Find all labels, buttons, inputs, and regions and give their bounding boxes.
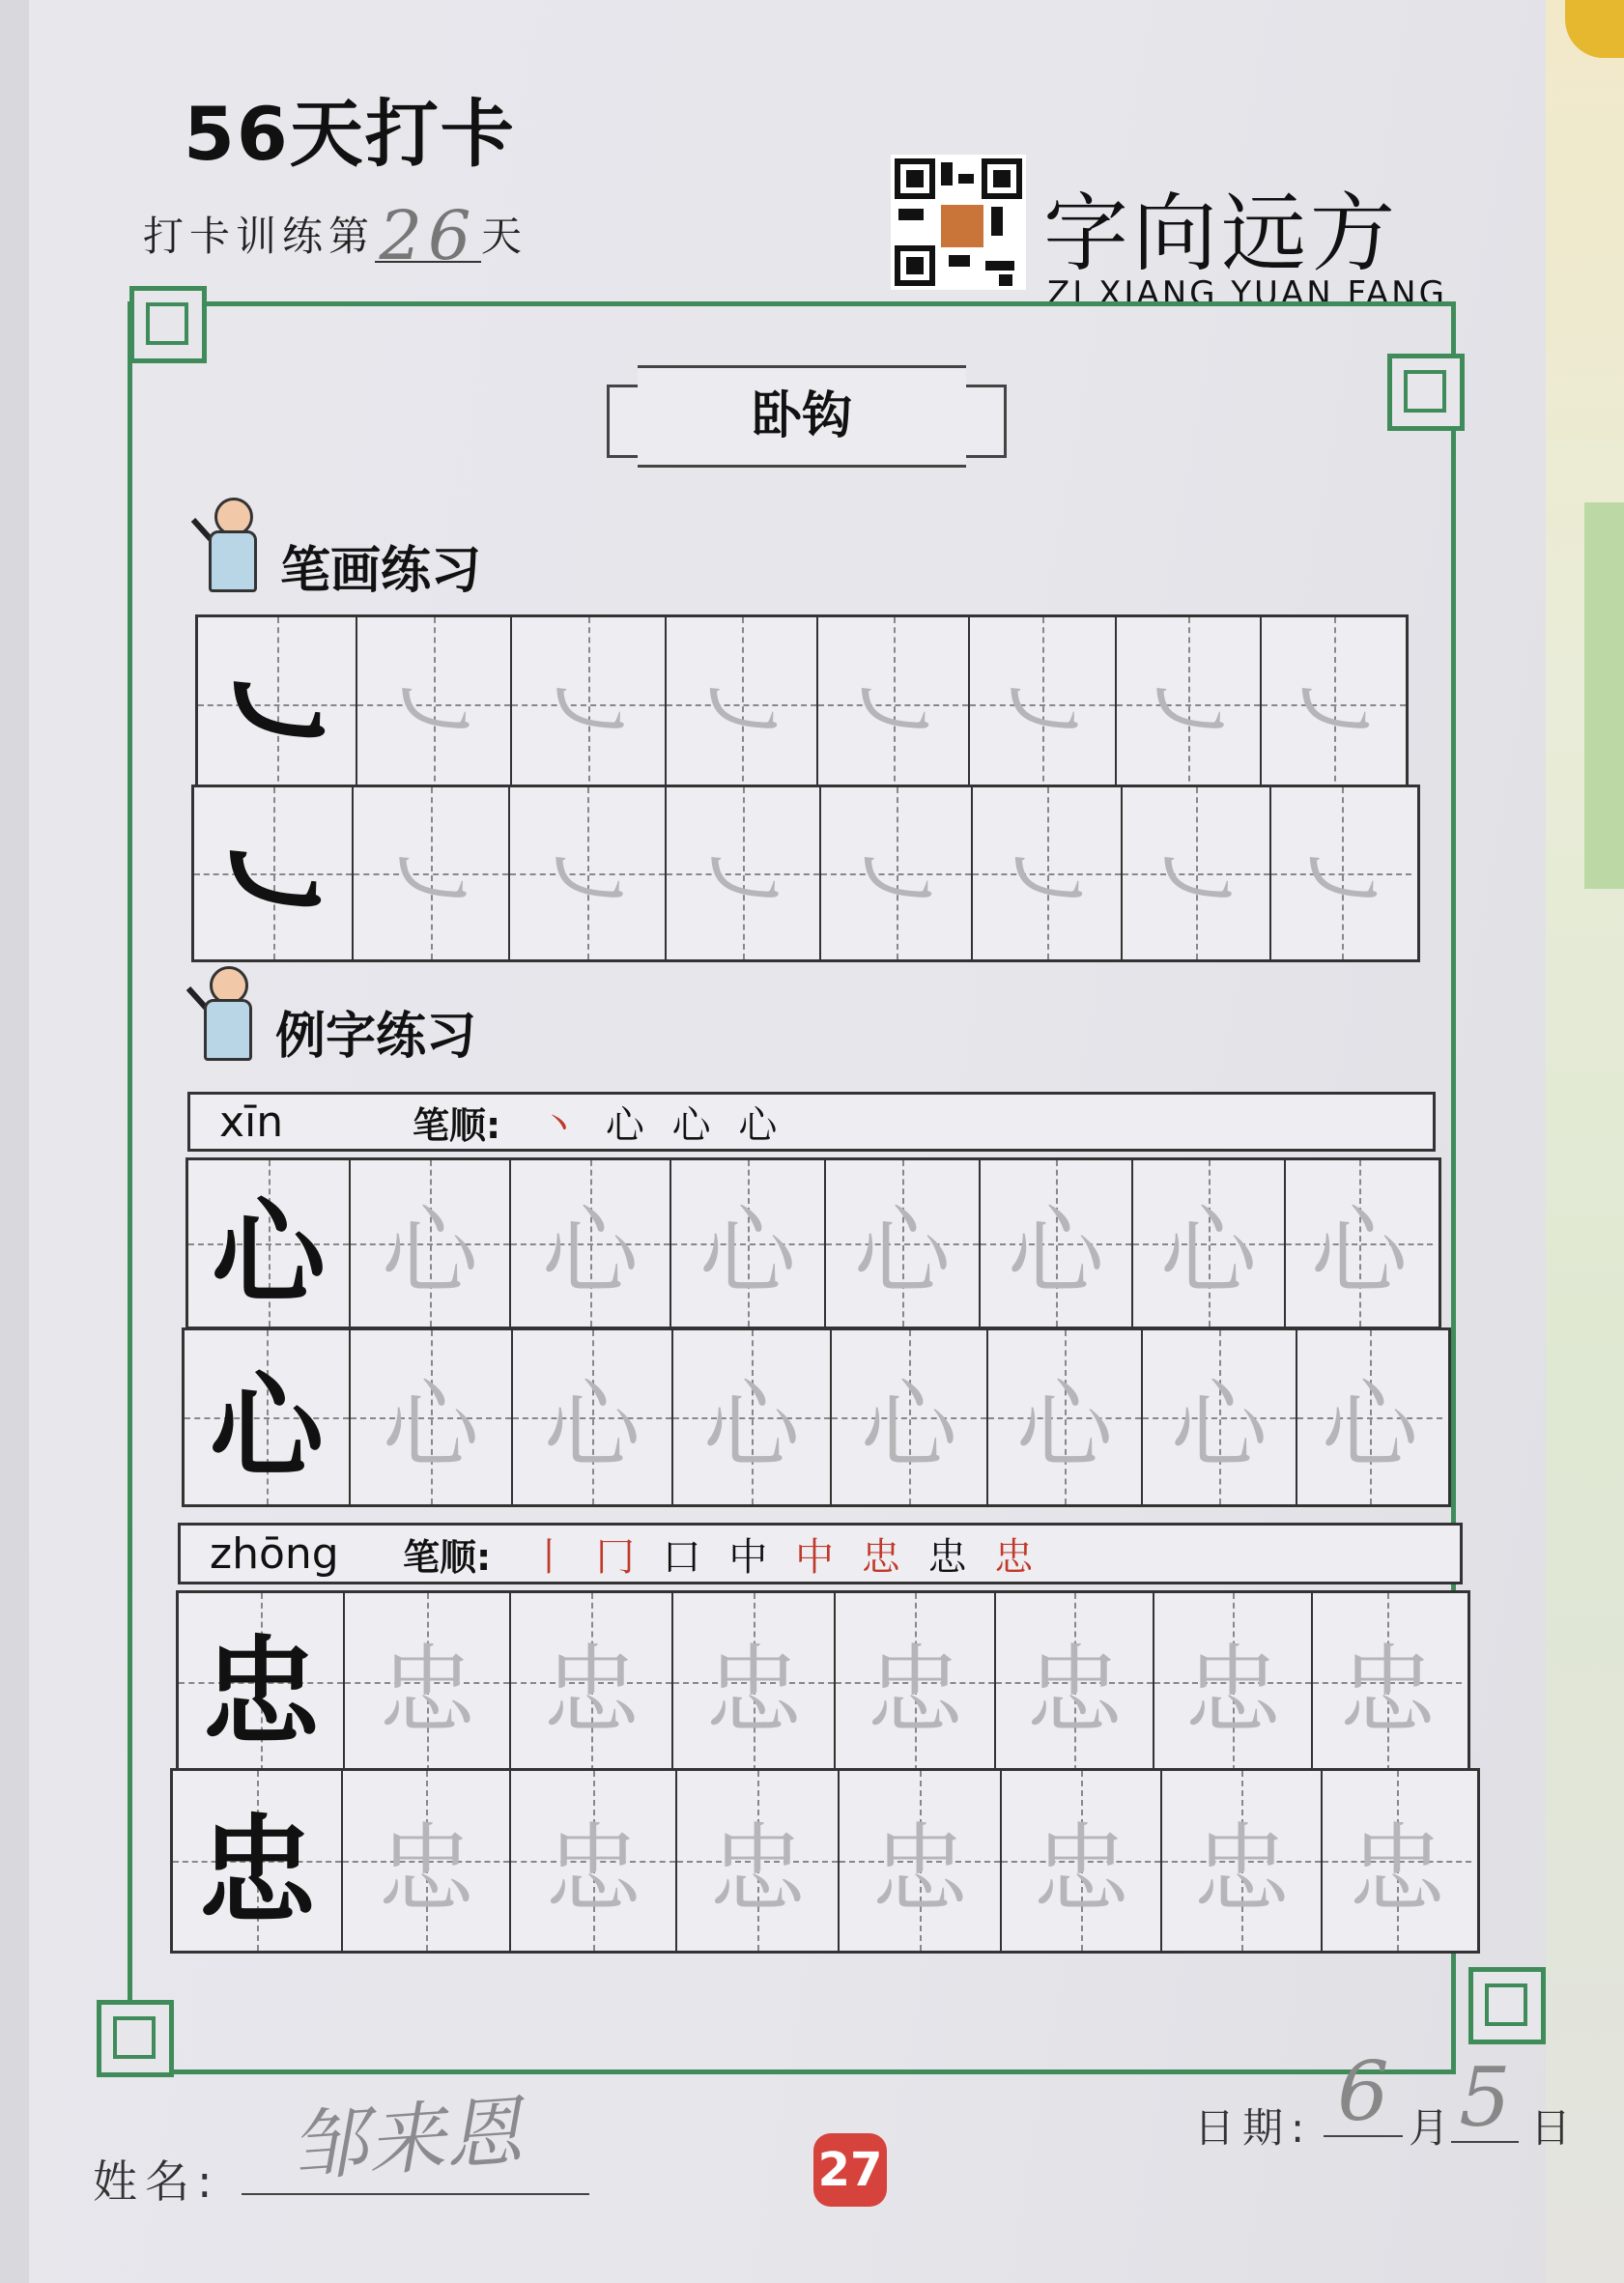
background-green bbox=[1584, 502, 1624, 889]
practice-cell[interactable] bbox=[511, 1160, 671, 1327]
practice-cell[interactable] bbox=[345, 1593, 511, 1771]
scholar-icon bbox=[193, 498, 271, 594]
date-month-suffix: 月 bbox=[1409, 2104, 1450, 2152]
checkin-suffix: 天 bbox=[481, 213, 528, 260]
trace-char: 忠 bbox=[867, 1634, 963, 1747]
trace-char: 忠 bbox=[871, 1812, 968, 1926]
brand-logo-cn: 字向远方 bbox=[1043, 184, 1400, 283]
trace-char: 忠 bbox=[378, 1812, 474, 1926]
practice-cell[interactable] bbox=[818, 617, 970, 791]
stroke-order-step: 中 bbox=[795, 1534, 842, 1580]
model-stroke: ㇃ bbox=[210, 809, 336, 957]
qr-finder bbox=[982, 158, 1022, 199]
trace-char: 忠 bbox=[1349, 1812, 1445, 1926]
char-practice-row bbox=[185, 1157, 1441, 1329]
stroke-order-step: 忠 bbox=[927, 1534, 975, 1580]
practice-cell[interactable] bbox=[1286, 1160, 1433, 1327]
qr-dot bbox=[949, 255, 970, 267]
practice-cell[interactable] bbox=[173, 1771, 343, 1951]
trace-char: 心 bbox=[1008, 1195, 1104, 1308]
trace-stroke: ㇃ bbox=[1293, 825, 1390, 938]
practice-cell[interactable] bbox=[511, 1771, 677, 1951]
page-number-badge: 27 bbox=[813, 2133, 887, 2207]
stroke-order-step: 冂 bbox=[595, 1534, 642, 1580]
trace-stroke: ㇃ bbox=[695, 825, 791, 938]
scholar-body bbox=[204, 999, 252, 1061]
practice-cell[interactable] bbox=[179, 1593, 345, 1771]
practice-cell[interactable] bbox=[351, 1330, 513, 1504]
char-pinyin: zhōng bbox=[210, 1528, 339, 1579]
practice-cell[interactable] bbox=[1154, 1593, 1313, 1771]
name-label: 姓名: bbox=[93, 2155, 220, 2208]
practice-cell[interactable] bbox=[1133, 1160, 1286, 1327]
trace-stroke: ㇃ bbox=[540, 656, 637, 769]
practice-cell[interactable] bbox=[981, 1160, 1133, 1327]
stroke-order-step: 忠 bbox=[861, 1534, 908, 1580]
practice-cell[interactable] bbox=[1323, 1771, 1471, 1951]
date-month-field[interactable]: 6 bbox=[1324, 2048, 1403, 2137]
trace-char: 忠 bbox=[545, 1812, 641, 1926]
practice-cell[interactable] bbox=[185, 1330, 351, 1504]
stroke-order-step: 丨 bbox=[529, 1534, 577, 1580]
practice-cell[interactable] bbox=[1262, 617, 1406, 791]
practice-cell[interactable] bbox=[821, 787, 973, 959]
trace-char: 心 bbox=[1160, 1195, 1257, 1308]
trace-char: 心 bbox=[699, 1195, 796, 1308]
trace-stroke: ㇃ bbox=[998, 825, 1096, 938]
practice-cell[interactable] bbox=[667, 617, 818, 791]
char-info-bar bbox=[178, 1523, 1463, 1584]
practice-cell[interactable] bbox=[1162, 1771, 1323, 1951]
trace-stroke: ㇃ bbox=[693, 656, 790, 769]
practice-cell[interactable] bbox=[673, 1593, 836, 1771]
trace-char: 心 bbox=[703, 1369, 800, 1482]
trace-char: 忠 bbox=[379, 1634, 475, 1747]
qr-finder bbox=[895, 245, 935, 286]
frame-corner-ornament bbox=[97, 2000, 174, 2077]
date-label: 日期: bbox=[1194, 2104, 1313, 2152]
practice-cell[interactable] bbox=[513, 1330, 673, 1504]
practice-cell[interactable] bbox=[512, 617, 667, 791]
qr-center-logo bbox=[937, 201, 987, 251]
practice-cell[interactable] bbox=[1313, 1593, 1462, 1771]
frame-corner-ornament bbox=[1468, 1967, 1546, 2044]
date-day-field[interactable]: 5 bbox=[1451, 2054, 1519, 2143]
model-stroke: ㇃ bbox=[214, 640, 340, 788]
trace-char: 忠 bbox=[1026, 1634, 1123, 1747]
practice-cell[interactable] bbox=[194, 787, 354, 959]
practice-cell[interactable] bbox=[357, 617, 512, 791]
trace-stroke: ㇃ bbox=[385, 656, 482, 769]
model-char: 忠 bbox=[198, 1800, 316, 1940]
brand-logo-en: ZI XIANG YUAN FANG bbox=[1047, 274, 1447, 313]
practice-cell[interactable] bbox=[1123, 787, 1271, 959]
trace-char: 心 bbox=[1171, 1369, 1268, 1482]
name-field[interactable]: 邹来恩 bbox=[287, 2086, 526, 2193]
stroke-order-label: 笔顺: bbox=[403, 1535, 492, 1579]
practice-cell[interactable] bbox=[188, 1160, 351, 1327]
practice-cell[interactable] bbox=[511, 1593, 673, 1771]
stroke-section-title: 笔画练习 bbox=[280, 542, 482, 600]
qr-code-icon bbox=[891, 155, 1026, 290]
qr-dot bbox=[958, 174, 974, 184]
scholar-icon bbox=[188, 966, 266, 1063]
date-day-suffix: 日 bbox=[1530, 2104, 1572, 2152]
background-yellow bbox=[1565, 0, 1624, 58]
qr-dot bbox=[991, 207, 1003, 236]
stroke-order-step: 中 bbox=[728, 1534, 776, 1580]
practice-cell[interactable] bbox=[198, 617, 357, 791]
trace-stroke: ㇃ bbox=[847, 825, 945, 938]
stroke-order-step: 丶 bbox=[539, 1102, 586, 1148]
stroke-order-steps bbox=[539, 1095, 784, 1150]
trace-stroke: ㇃ bbox=[994, 656, 1091, 769]
trace-stroke: ㇃ bbox=[844, 656, 942, 769]
trace-stroke: ㇃ bbox=[1140, 656, 1237, 769]
trace-char: 心 bbox=[383, 1369, 479, 1482]
qr-dot bbox=[999, 274, 1012, 286]
practice-cell[interactable] bbox=[826, 1160, 981, 1327]
trace-stroke: ㇃ bbox=[539, 825, 636, 938]
practice-cell[interactable] bbox=[1297, 1330, 1442, 1504]
practice-cell[interactable] bbox=[667, 787, 821, 959]
trace-stroke: ㇃ bbox=[1148, 825, 1244, 938]
char-practice-row bbox=[176, 1590, 1470, 1774]
stroke-order-step: 心 bbox=[671, 1102, 719, 1148]
trace-char: 心 bbox=[542, 1195, 639, 1308]
practice-cell[interactable] bbox=[677, 1771, 840, 1951]
model-char: 忠 bbox=[202, 1621, 320, 1761]
trace-stroke: ㇃ bbox=[1285, 656, 1382, 769]
trace-char: 忠 bbox=[1339, 1634, 1436, 1747]
example-section-title: 例字练习 bbox=[275, 1008, 477, 1066]
trace-char: 心 bbox=[1311, 1195, 1408, 1308]
stroke-order-step: 忠 bbox=[994, 1534, 1041, 1580]
scholar-body bbox=[209, 530, 257, 592]
trace-char: 心 bbox=[1016, 1369, 1113, 1482]
page-title: 56天打卡 bbox=[184, 91, 516, 177]
stroke-order-steps bbox=[529, 1527, 1040, 1582]
practice-cell[interactable] bbox=[671, 1160, 826, 1327]
trace-char: 心 bbox=[854, 1195, 951, 1308]
trace-char: 忠 bbox=[705, 1634, 802, 1747]
char-practice-row bbox=[170, 1768, 1480, 1954]
trace-char: 心 bbox=[1322, 1369, 1418, 1482]
char-practice-row bbox=[182, 1327, 1451, 1507]
practice-cell[interactable] bbox=[354, 787, 510, 959]
trace-char: 忠 bbox=[1193, 1812, 1290, 1926]
practice-cell[interactable] bbox=[1117, 617, 1262, 791]
trace-char: 心 bbox=[544, 1369, 641, 1482]
lesson-banner bbox=[638, 365, 966, 468]
practice-cell[interactable] bbox=[832, 1330, 988, 1504]
frame-corner-ornament bbox=[129, 286, 207, 363]
checkin-day-value[interactable]: 26 bbox=[375, 211, 481, 263]
stroke-order-step: 口 bbox=[662, 1534, 709, 1580]
char-pinyin: xīn bbox=[219, 1097, 284, 1147]
char-info-bar bbox=[187, 1092, 1436, 1152]
stroke-order-step: 心 bbox=[738, 1102, 785, 1148]
stroke-order-label: 笔顺: bbox=[413, 1103, 501, 1147]
qr-finder bbox=[895, 158, 935, 199]
background-edge bbox=[1546, 0, 1624, 2283]
practice-cell[interactable] bbox=[351, 1160, 511, 1327]
qr-dot bbox=[941, 162, 953, 185]
practice-cell[interactable] bbox=[840, 1771, 1002, 1951]
lesson-topic: 卧钩 bbox=[751, 387, 852, 445]
practice-cell[interactable] bbox=[970, 617, 1117, 791]
trace-char: 忠 bbox=[709, 1812, 806, 1926]
frame-corner-ornament bbox=[1387, 354, 1465, 431]
qr-dot bbox=[898, 209, 924, 220]
practice-cell[interactable] bbox=[988, 1330, 1143, 1504]
practice-cell[interactable] bbox=[343, 1771, 511, 1951]
practice-cell[interactable] bbox=[1271, 787, 1411, 959]
model-char: 心 bbox=[211, 1185, 326, 1320]
trace-char: 忠 bbox=[1033, 1812, 1129, 1926]
checkin-line bbox=[143, 196, 528, 275]
practice-cell[interactable] bbox=[836, 1593, 996, 1771]
trace-char: 忠 bbox=[1184, 1634, 1281, 1747]
stroke-practice-row bbox=[191, 785, 1420, 962]
practice-cell[interactable] bbox=[673, 1330, 832, 1504]
practice-cell[interactable] bbox=[510, 787, 667, 959]
trace-char: 忠 bbox=[543, 1634, 640, 1747]
practice-cell[interactable] bbox=[973, 787, 1123, 959]
practice-cell[interactable] bbox=[996, 1593, 1154, 1771]
practice-cell[interactable] bbox=[1002, 1771, 1162, 1951]
stroke-order-step: 心 bbox=[605, 1102, 652, 1148]
trace-stroke: ㇃ bbox=[383, 825, 479, 938]
trace-char: 心 bbox=[382, 1195, 478, 1308]
model-char: 心 bbox=[209, 1359, 324, 1494]
qr-dot bbox=[985, 261, 1014, 271]
practice-cell[interactable] bbox=[1143, 1330, 1297, 1504]
checkin-prefix: 打卡训练第 bbox=[143, 213, 376, 260]
stroke-practice-row bbox=[195, 614, 1409, 794]
trace-char: 心 bbox=[861, 1369, 957, 1482]
